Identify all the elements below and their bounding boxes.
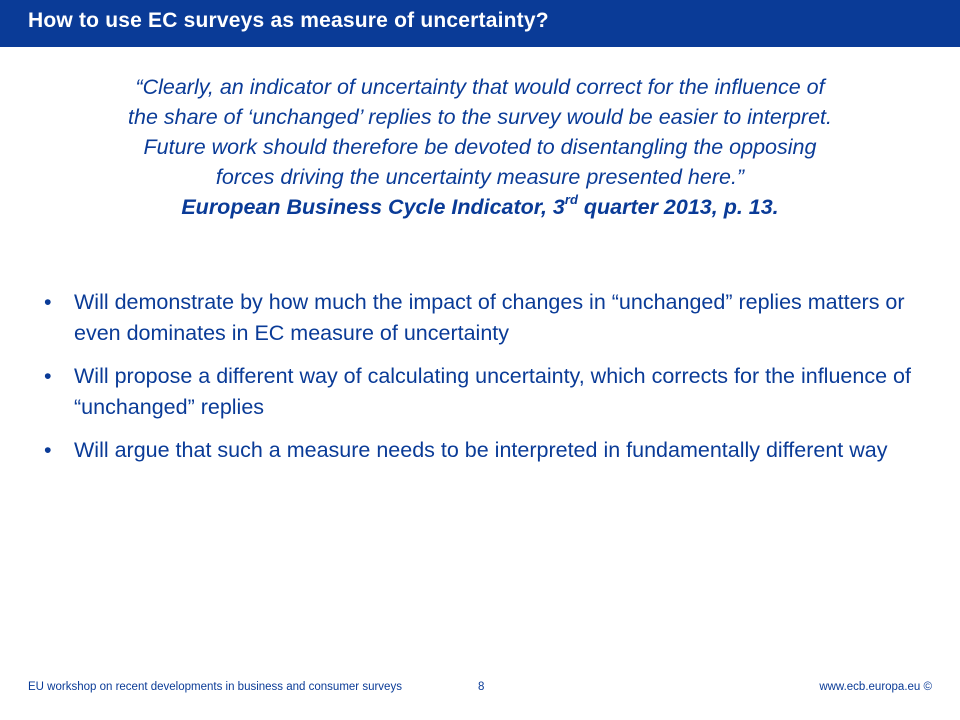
- quote-line: the share of ‘unchanged’ replies to the survey would be easier to interpret.: [128, 105, 832, 129]
- quote-citation: [20, 192, 940, 222]
- quote-block: [20, 72, 940, 222]
- bullet-text: Will demonstrate by how much the impact of changes in “unchanged” replies matters or even dominates in EC measure of uncertainty: [74, 290, 905, 345]
- bullet-text: Will argue that such a measure needs to be interpreted in fundamentally different way: [74, 438, 888, 462]
- bullet-marker: •: [44, 438, 52, 462]
- bullet-item: [44, 435, 940, 466]
- bullet-item: [44, 287, 940, 349]
- title-bar: [0, 0, 960, 47]
- quote-line: forces driving the uncertainty measure presented here.”: [215, 165, 745, 189]
- bullet-text: Will propose a different way of calculating uncertainty, which corrects for the influence of “unchanged” replies: [74, 364, 911, 419]
- quote-line: Future work should therefore be devoted to disentangling the opposing: [143, 135, 817, 159]
- footer-event-name: EU workshop on recent developments in business and consumer surveys: [28, 681, 402, 693]
- page-number: 8: [478, 681, 485, 693]
- footer-website: www.ecb.europa.eu ©: [819, 681, 932, 693]
- citation-text: European Business Cycle Indicator, 3: [181, 195, 565, 219]
- citation-text-end: quarter 2013, p. 13.: [577, 195, 779, 219]
- slide-title: How to use EC surveys as measure of uncertainty?: [28, 9, 549, 32]
- bullet-marker: •: [44, 364, 52, 388]
- bullet-list: [44, 287, 940, 478]
- quote-line: “Clearly, an indicator of uncertainty that would correct for the influence of: [135, 75, 825, 99]
- bullet-marker: •: [44, 290, 52, 314]
- bullet-item: [44, 361, 940, 423]
- citation-superscript: rd: [564, 191, 578, 207]
